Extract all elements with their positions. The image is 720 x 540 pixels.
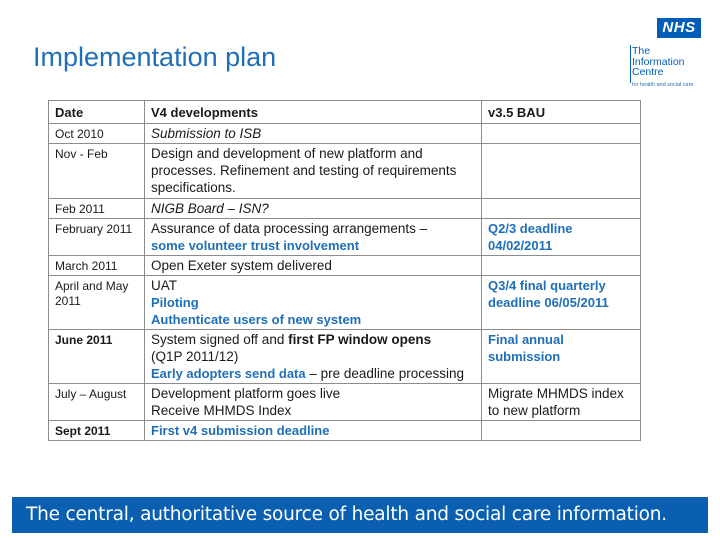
- row-bau: [482, 421, 641, 441]
- table-row: [49, 199, 641, 219]
- row-bau: [482, 124, 641, 144]
- row-v4: [145, 276, 482, 330]
- row-v4: Design and development of new platform and processes. Refinement and testing of requirements specifications.: [145, 144, 482, 199]
- row-v4-text: Development platform goes live: [151, 386, 341, 401]
- row-bau-line1: Q2/3 deadline: [488, 221, 573, 236]
- footer-text: The central, authoritative source of health and social care information.: [26, 504, 667, 525]
- row-v4: Open Exeter system delivered: [145, 256, 482, 276]
- row-v4-text: NIGB Board – ISN?: [151, 201, 269, 216]
- row-v4-text-2: Receive MHMDS Index: [151, 403, 292, 418]
- row-v4-text: System signed off and: [151, 332, 289, 347]
- row-v4-text: UAT: [151, 278, 177, 293]
- logo-tagline: for health and social care: [632, 81, 694, 88]
- nhs-logo: NHS: [657, 18, 701, 38]
- row-date: June 2011: [49, 330, 145, 384]
- row-v4-text: Assurance of data processing arrangements –: [151, 221, 428, 236]
- row-date: February 2011: [49, 219, 145, 256]
- row-bau: [482, 276, 641, 330]
- row-v4-line1: [151, 331, 476, 348]
- row-v4: [145, 124, 482, 144]
- row-date: July – August: [49, 384, 145, 421]
- table-row: [49, 124, 641, 144]
- row-v4-highlight: Piloting: [151, 295, 199, 310]
- row-date-line2: 2011: [55, 294, 81, 308]
- logo-org-line2: Information: [632, 55, 685, 68]
- row-bau: [482, 384, 641, 421]
- row-bau-line1: Migrate MHMDS index: [488, 386, 624, 401]
- row-v4-line2: (Q1P 2011/12): [151, 349, 239, 364]
- row-v4-highlight-2: Authenticate users of new system: [151, 312, 362, 327]
- row-v4: [145, 330, 482, 384]
- table-row: [49, 384, 641, 421]
- row-bau: [482, 199, 641, 219]
- row-date: Feb 2011: [49, 199, 145, 219]
- row-bau-line1: Final annual: [488, 332, 564, 347]
- row-bau: [482, 256, 641, 276]
- table-header-row: [49, 101, 641, 124]
- row-bau-line2: deadline 06/05/2011: [488, 295, 609, 310]
- row-bau: [482, 330, 641, 384]
- row-bau-line2: to new platform: [488, 403, 581, 418]
- implementation-table: [48, 100, 641, 441]
- table-row: [49, 219, 641, 256]
- row-v4-bold: first FP window opens: [288, 332, 432, 347]
- table-row: [49, 256, 641, 276]
- row-v4-highlight: First v4 submission deadline: [151, 423, 330, 438]
- row-bau-line1: Q3/4 final quarterly: [488, 278, 606, 293]
- row-bau: [482, 144, 641, 199]
- row-v4-text: Submission to ISB: [151, 126, 262, 141]
- row-bau: [482, 219, 641, 256]
- row-v4-highlight: Early adopters send data: [151, 366, 306, 381]
- row-date: March 2011: [49, 256, 145, 276]
- row-date: Oct 2010: [49, 124, 145, 144]
- row-v4-note: – pre deadline processing: [305, 366, 464, 381]
- row-date: [49, 276, 145, 330]
- header-date: Date: [49, 101, 145, 124]
- table-row: [49, 144, 641, 199]
- table-row: [49, 330, 641, 384]
- row-v4-highlight: some volunteer trust involvement: [151, 238, 360, 253]
- row-v4-line3: [151, 365, 476, 382]
- row-v4: [145, 219, 482, 256]
- row-bau-line2: 04/02/2011: [488, 238, 553, 253]
- page-title: Implementation plan: [33, 42, 277, 72]
- header-v4: V4 developments: [145, 101, 482, 124]
- information-centre-logo: [632, 46, 704, 89]
- table-row: [49, 276, 641, 330]
- row-date-line1: April and May: [55, 279, 129, 293]
- row-bau-line2: submission: [488, 349, 561, 364]
- row-date: Nov - Feb: [49, 144, 145, 199]
- table-row: [49, 421, 641, 441]
- logo-divider: [630, 45, 631, 83]
- row-v4: [145, 384, 482, 421]
- logo-org-line1: The: [632, 45, 651, 57]
- row-v4: [145, 199, 482, 219]
- footer-banner: [12, 497, 708, 533]
- row-date: Sept 2011: [49, 421, 145, 441]
- header-bau: v3.5 BAU: [482, 101, 641, 124]
- logo-org-line3: Centre: [632, 66, 664, 78]
- row-v4: [145, 421, 482, 441]
